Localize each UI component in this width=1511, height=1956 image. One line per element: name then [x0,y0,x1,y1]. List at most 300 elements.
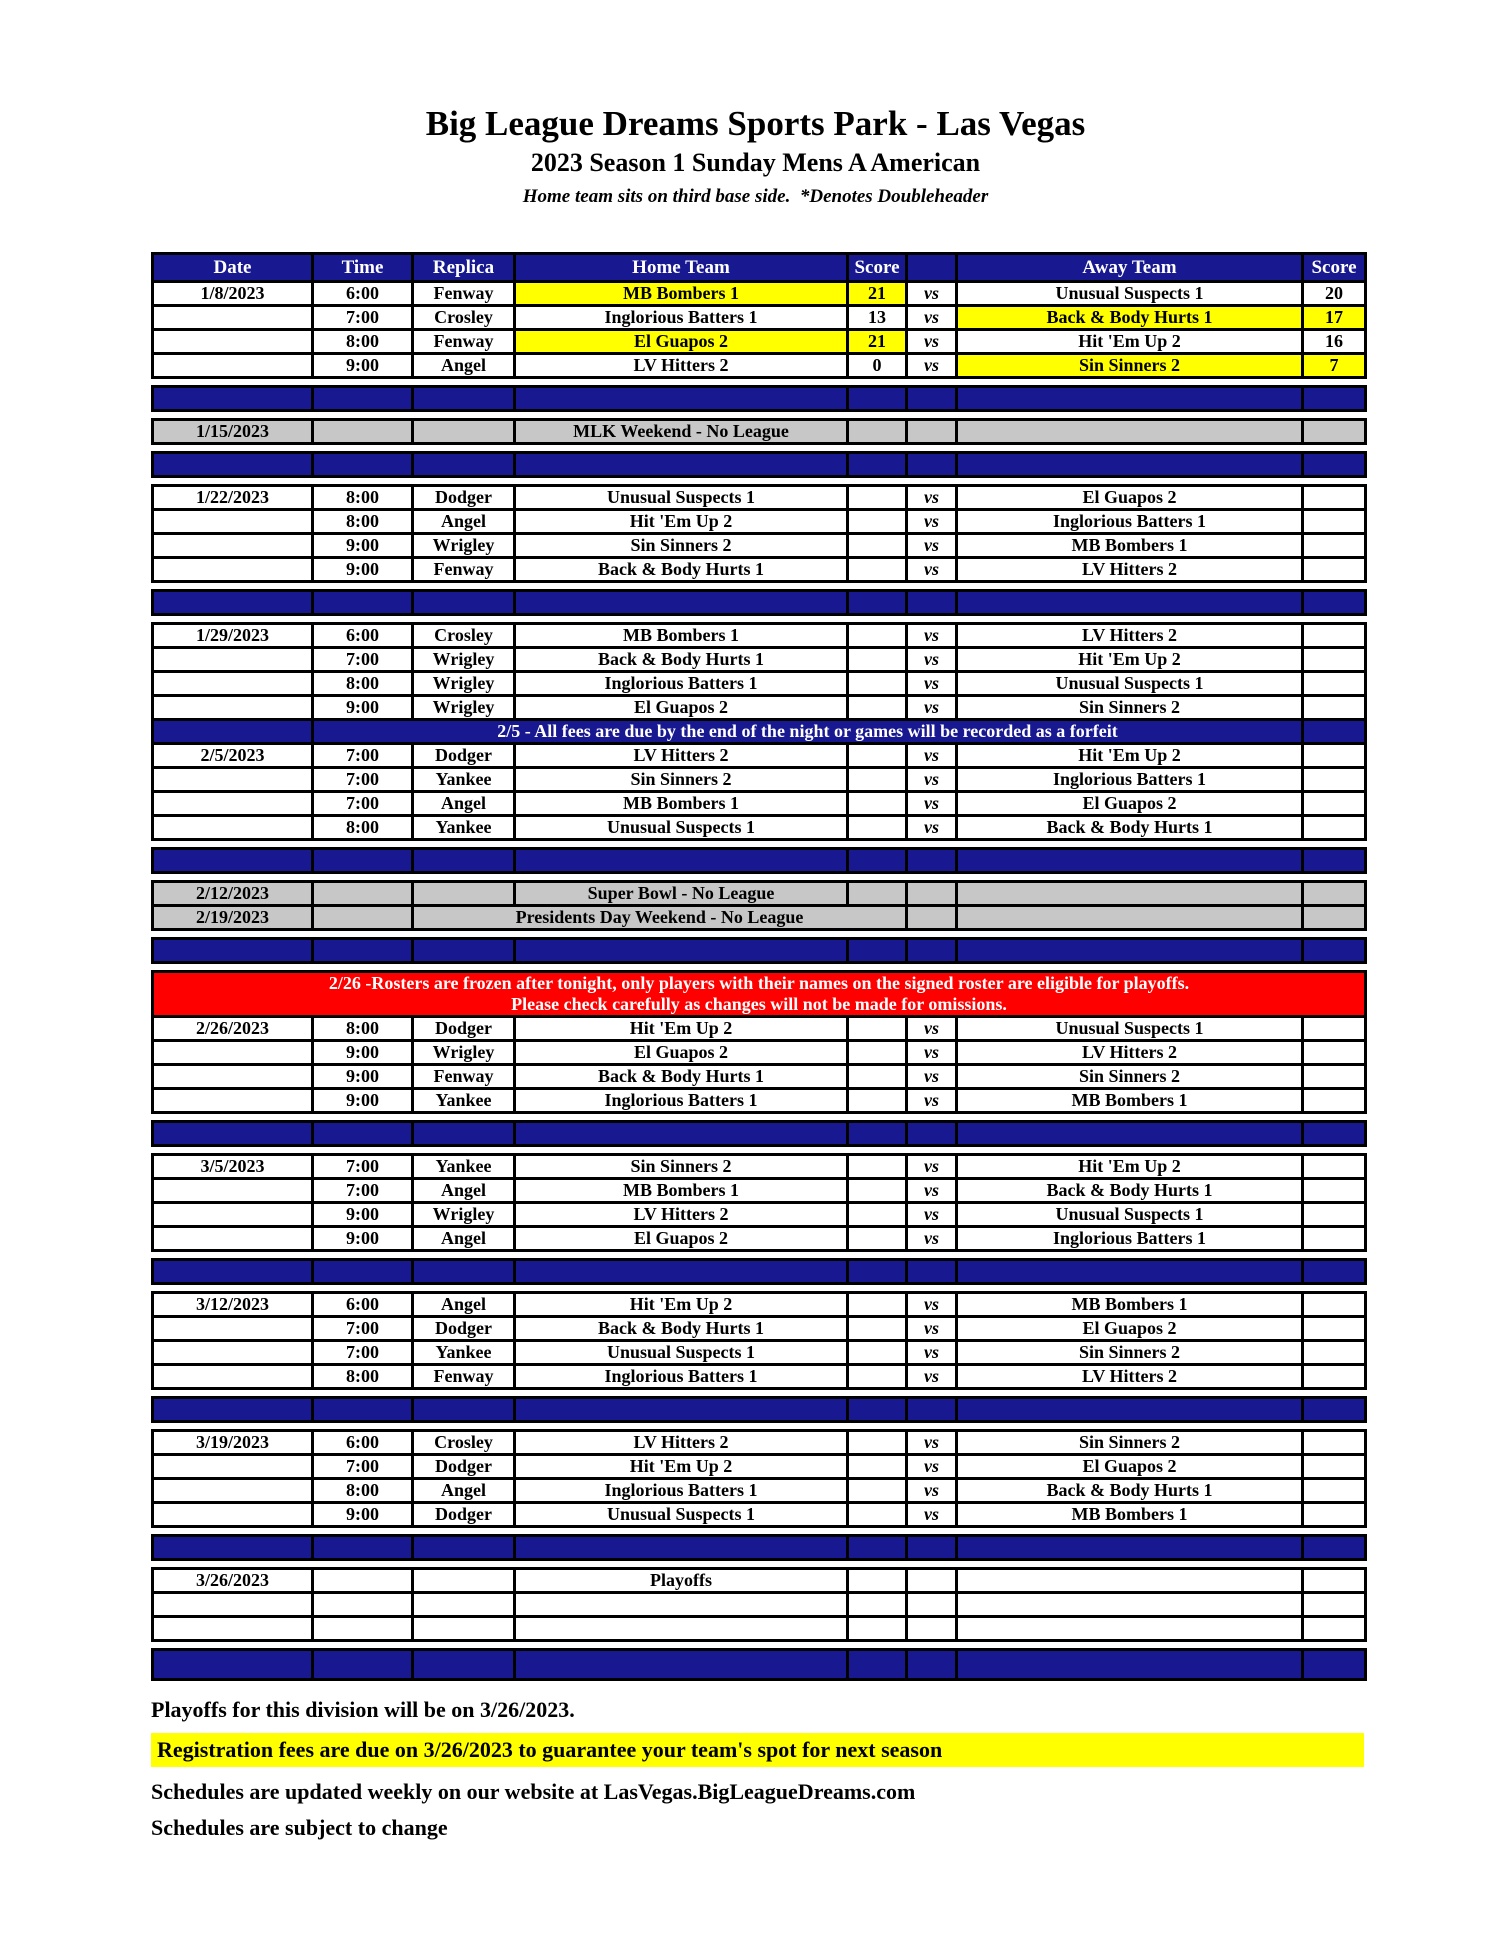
date-cell [153,672,313,696]
gap-row [153,378,1366,387]
date-cell: 1/15/2023 [153,420,313,444]
date-cell [153,1479,313,1503]
home-score-cell [848,1203,907,1227]
spacer-cell [957,1536,1303,1560]
spacer-cell [907,387,957,411]
date-cell [153,792,313,816]
game-row [153,1365,1366,1389]
date-cell [153,1203,313,1227]
spacer-cell [515,453,848,477]
roster-freeze-notice [153,972,1366,1017]
away-score-cell [1303,906,1366,930]
gap-row [153,1560,1366,1569]
away-team-cell [957,906,1303,930]
date-cell [153,354,313,378]
home-team-cell: Hit 'Em Up 2 [515,1017,848,1041]
game-row [153,330,1366,354]
home-team-cell: El Guapos 2 [515,330,848,354]
vs-cell: vs [907,1203,957,1227]
replica-cell: Dodger [413,486,515,510]
away-score-cell [1303,510,1366,534]
home-score-cell [848,1365,907,1389]
spacer-cell [907,591,957,615]
spacer-cell [907,939,957,963]
gap-cell [153,615,1366,624]
away-team-cell: Sin Sinners 2 [957,354,1303,378]
no-league-label: MLK Weekend - No League [515,420,848,444]
game-row [153,1041,1366,1065]
away-team-cell: MB Bombers 1 [957,534,1303,558]
spacer-cell [153,1260,313,1284]
spacer-cell [1303,1536,1366,1560]
home-team-cell: Inglorious Batters 1 [515,306,848,330]
home-score-cell [848,624,907,648]
spacer-row [153,939,1366,963]
gap-row [153,1389,1366,1398]
home-score-cell [848,768,907,792]
vs-cell: vs [907,1155,957,1179]
vs-cell: vs [907,1503,957,1527]
away-score-cell [1303,420,1366,444]
replica-cell: Wrigley [413,1041,515,1065]
away-score-cell [1303,1431,1366,1455]
empty-row [153,1593,1366,1617]
column-header-date: Date [153,254,313,282]
vs-cell: vs [907,816,957,840]
time-cell: 9:00 [313,534,413,558]
vs-cell: vs [907,672,957,696]
replica-cell: Angel [413,792,515,816]
time-cell: 9:00 [313,696,413,720]
gap-row [153,411,1366,420]
spacer-cell [313,1122,413,1146]
home-score-cell [848,1155,907,1179]
home-score-cell [848,1041,907,1065]
spacer-cell [515,387,848,411]
away-team-cell: Inglorious Batters 1 [957,510,1303,534]
spacer-cell [153,591,313,615]
away-score-cell [1303,1593,1366,1617]
away-score-cell [1303,696,1366,720]
gap-cell [153,840,1366,849]
time-cell: 7:00 [313,1317,413,1341]
spacer-cell [313,453,413,477]
spacer-row [153,1398,1366,1422]
spacer-cell [153,453,313,477]
vs-cell [907,1617,957,1641]
date-cell [153,306,313,330]
replica-cell: Dodger [413,744,515,768]
home-team-cell: El Guapos 2 [515,1041,848,1065]
game-row [153,558,1366,582]
vs-cell: vs [907,1341,957,1365]
gap-row [153,1422,1366,1431]
spacer-cell [848,1536,907,1560]
spacer-cell [907,1260,957,1284]
gap-row [153,444,1366,453]
spacer-cell [515,1398,848,1422]
replica-cell: Wrigley [413,534,515,558]
vs-cell [907,1569,957,1593]
spacer-cell [848,1122,907,1146]
home-team-cell: LV Hitters 2 [515,1431,848,1455]
spacer-cell [957,1650,1303,1680]
home-score-cell [848,420,907,444]
home-score-cell [848,558,907,582]
date-cell [153,768,313,792]
gap-cell [153,1251,1366,1260]
game-row [153,1479,1366,1503]
spacer-cell [153,1650,313,1680]
column-header-home-team: Home Team [515,254,848,282]
replica-cell: Crosley [413,306,515,330]
replica-cell: Yankee [413,816,515,840]
gap-row [153,477,1366,486]
fees-notice-label: 2/5 - All fees are due by the end of the night or games will be recorded as a forfeit [313,720,1303,744]
replica-cell: Fenway [413,1065,515,1089]
away-team-cell: Hit 'Em Up 2 [957,330,1303,354]
replica-cell [413,1569,515,1593]
away-score-cell [1303,1041,1366,1065]
time-cell: 9:00 [313,354,413,378]
spacer-cell [957,387,1303,411]
gap-row [153,963,1366,972]
spacer-cell [1303,387,1366,411]
time-cell [313,882,413,906]
away-score-cell [1303,1365,1366,1389]
game-row [153,1455,1366,1479]
replica-cell: Fenway [413,558,515,582]
red-notice-line: 2/26 -Rosters are frozen after tonight, only players with their names on the signed roster are eligible for playoffs. [328,973,1190,993]
vs-cell [907,420,957,444]
home-team-cell [515,1593,848,1617]
notice-row [153,720,1366,744]
footer-registration-text: Registration fees are due on 3/26/2023 to guarantee your team's spot for next season [157,1737,943,1762]
gap-row [153,930,1366,939]
game-row [153,1293,1366,1317]
spacer-row [153,591,1366,615]
date-cell [153,510,313,534]
spacer-cell [907,1650,957,1680]
no-league-label: Presidents Day Weekend - No League [413,906,907,930]
date-cell [153,1365,313,1389]
away-score-cell [1303,1203,1366,1227]
home-score-cell [848,1293,907,1317]
spacer-cell [1303,591,1366,615]
replica-cell: Angel [413,510,515,534]
home-score-cell [848,486,907,510]
spacer-row [153,1260,1366,1284]
date-cell [153,1041,313,1065]
date-cell [153,1503,313,1527]
time-cell: 6:00 [313,282,413,306]
spacer-cell [413,849,515,873]
home-team-cell: Inglorious Batters 1 [515,1479,848,1503]
game-row [153,1227,1366,1251]
time-cell: 7:00 [313,1341,413,1365]
gap-row [153,1251,1366,1260]
home-team-cell: MB Bombers 1 [515,792,848,816]
home-team-cell: Unusual Suspects 1 [515,816,848,840]
home-score-cell [848,882,907,906]
page-subtitle: 2023 Season 1 Sunday Mens A American [530,148,981,177]
spacer-cell [1303,1650,1366,1680]
spacer-cell [413,1398,515,1422]
date-cell [153,1455,313,1479]
home-team-cell: MB Bombers 1 [515,282,848,306]
vs-cell: vs [907,1089,957,1113]
home-team-cell [515,1617,848,1641]
home-team-cell: LV Hitters 2 [515,1203,848,1227]
vs-cell: vs [907,1179,957,1203]
spacer-cell [1303,453,1366,477]
time-cell [313,1569,413,1593]
replica-cell: Dodger [413,1455,515,1479]
home-score-cell [848,1455,907,1479]
spacer-cell [153,1398,313,1422]
away-team-cell: Unusual Suspects 1 [957,672,1303,696]
away-team-cell [957,420,1303,444]
vs-cell [907,1593,957,1617]
replica-cell: Wrigley [413,648,515,672]
date-cell: 2/19/2023 [153,906,313,930]
spacer-cell [413,1536,515,1560]
date-cell: 3/26/2023 [153,1569,313,1593]
date-cell: 1/8/2023 [153,282,313,306]
vs-cell: vs [907,1431,957,1455]
away-team-cell: LV Hitters 2 [957,1041,1303,1065]
spacer-cell [848,939,907,963]
away-score-cell: 17 [1303,306,1366,330]
spacer-cell [515,1122,848,1146]
away-team-cell: Inglorious Batters 1 [957,1227,1303,1251]
gap-row [153,615,1366,624]
gap-cell [153,873,1366,882]
date-cell [153,1317,313,1341]
game-row [153,792,1366,816]
away-team-cell: MB Bombers 1 [957,1293,1303,1317]
gap-row [153,873,1366,882]
game-row [153,1341,1366,1365]
time-cell: 6:00 [313,1431,413,1455]
time-cell: 7:00 [313,792,413,816]
home-score-cell [848,1593,907,1617]
away-team-cell [957,1617,1303,1641]
time-cell: 9:00 [313,558,413,582]
spacer-cell [848,1398,907,1422]
away-score-cell [1303,1341,1366,1365]
time-cell: 6:00 [313,1293,413,1317]
replica-cell: Yankee [413,1341,515,1365]
game-row [153,744,1366,768]
spacer-cell [413,1650,515,1680]
away-team-cell: Inglorious Batters 1 [957,768,1303,792]
date-cell [153,1341,313,1365]
away-score-cell [1303,720,1366,744]
vs-cell: vs [907,744,957,768]
column-header-row [153,254,1366,282]
away-score-cell [1303,624,1366,648]
time-cell: 8:00 [313,1365,413,1389]
vs-cell: vs [907,354,957,378]
date-cell [153,1089,313,1113]
date-cell: 3/5/2023 [153,1155,313,1179]
replica-cell: Dodger [413,1503,515,1527]
home-score-cell [848,1089,907,1113]
game-row [153,1503,1366,1527]
away-team-cell: LV Hitters 2 [957,558,1303,582]
date-cell [153,1617,313,1641]
game-row [153,1155,1366,1179]
home-team-cell: Back & Body Hurts 1 [515,1317,848,1341]
vs-cell: vs [907,792,957,816]
time-cell: 7:00 [313,306,413,330]
spacer-cell [515,591,848,615]
game-row [153,624,1366,648]
date-cell: 1/29/2023 [153,624,313,648]
vs-cell: vs [907,1227,957,1251]
away-score-cell [1303,648,1366,672]
column-header-away-team: Away Team [957,254,1303,282]
date-cell [153,720,313,744]
replica-cell [413,420,515,444]
away-team-cell: Hit 'Em Up 2 [957,648,1303,672]
replica-cell: Angel [413,1293,515,1317]
time-cell [313,420,413,444]
spacer-cell [515,1260,848,1284]
date-cell [153,1227,313,1251]
vs-cell: vs [907,1317,957,1341]
footer-subject-line: Schedules are subject to change [151,1815,448,1840]
away-team-cell: Unusual Suspects 1 [957,1017,1303,1041]
vs-cell: vs [907,282,957,306]
vs-cell: vs [907,306,957,330]
spacer-cell [313,939,413,963]
time-cell: 9:00 [313,1089,413,1113]
home-score-cell [848,1569,907,1593]
date-cell [153,558,313,582]
vs-cell: vs [907,330,957,354]
replica-cell: Yankee [413,768,515,792]
spacer-row [153,387,1366,411]
gap-cell [153,477,1366,486]
home-score-cell: 0 [848,354,907,378]
spacer-cell [957,591,1303,615]
home-score-cell [848,1179,907,1203]
time-cell: 7:00 [313,768,413,792]
home-team-cell: LV Hitters 2 [515,744,848,768]
home-score-cell [848,1341,907,1365]
away-score-cell [1303,1155,1366,1179]
home-score-cell [848,792,907,816]
home-score-cell [848,1503,907,1527]
gap-row [153,1146,1366,1155]
spacer-cell [848,1650,907,1680]
game-row [153,510,1366,534]
gap-cell [153,1113,1366,1122]
home-score-cell [848,1479,907,1503]
vs-cell: vs [907,1479,957,1503]
spacer-cell [313,1398,413,1422]
replica-cell: Dodger [413,1017,515,1041]
game-row [153,696,1366,720]
spacer-cell [153,387,313,411]
gap-cell [153,1146,1366,1155]
away-team-cell: MB Bombers 1 [957,1503,1303,1527]
away-score-cell [1303,882,1366,906]
away-team-cell: Unusual Suspects 1 [957,282,1303,306]
spacer-cell [848,453,907,477]
game-row [153,486,1366,510]
away-team-cell: El Guapos 2 [957,792,1303,816]
gap-cell [153,930,1366,939]
vs-cell [907,906,957,930]
away-score-cell: 16 [1303,330,1366,354]
replica-cell: Dodger [413,1317,515,1341]
away-score-cell [1303,486,1366,510]
game-row [153,1179,1366,1203]
vs-cell: vs [907,1041,957,1065]
spacer-cell [1303,1260,1366,1284]
spacer-cell [413,939,515,963]
page-title: Big League Dreams Sports Park - Las Vegas [425,104,1086,143]
spacer-cell [313,1536,413,1560]
time-cell: 8:00 [313,510,413,534]
away-score-cell: 7 [1303,354,1366,378]
spacer-cell [1303,1122,1366,1146]
home-team-cell: MB Bombers 1 [515,624,848,648]
spacer-cell [153,849,313,873]
spacer-cell [957,1260,1303,1284]
date-cell: 2/26/2023 [153,1017,313,1041]
away-team-cell: Hit 'Em Up 2 [957,744,1303,768]
time-cell: 7:00 [313,1179,413,1203]
footer-playoffs-line: Playoffs for this division will be on 3/26/2023. [151,1697,575,1722]
spacer-cell [153,1536,313,1560]
away-team-cell [957,882,1303,906]
vs-cell: vs [907,510,957,534]
home-team-cell: Hit 'Em Up 2 [515,1455,848,1479]
game-row [153,534,1366,558]
away-team-cell: MB Bombers 1 [957,1089,1303,1113]
home-score-cell [848,1617,907,1641]
column-header-replica: Replica [413,254,515,282]
away-score-cell [1303,1179,1366,1203]
spacer-cell [153,939,313,963]
vs-cell: vs [907,648,957,672]
time-cell: 7:00 [313,1455,413,1479]
away-score-cell: 20 [1303,282,1366,306]
replica-cell [413,1617,515,1641]
vs-cell: vs [907,1065,957,1089]
away-team-cell: Back & Body Hurts 1 [957,1479,1303,1503]
replica-cell: Angel [413,1227,515,1251]
footer-registration-highlight [151,1733,1364,1767]
away-team-cell: Sin Sinners 2 [957,1065,1303,1089]
spacer-cell [848,387,907,411]
spacer-row [153,1122,1366,1146]
home-team-cell: Back & Body Hurts 1 [515,648,848,672]
date-cell [153,696,313,720]
spacer-cell [907,1536,957,1560]
time-cell [313,1593,413,1617]
column-header-score: Score [848,254,907,282]
home-team-cell: Hit 'Em Up 2 [515,1293,848,1317]
spacer-cell [1303,849,1366,873]
game-row [153,1089,1366,1113]
gap-row [153,1527,1366,1536]
spacer-cell [907,849,957,873]
